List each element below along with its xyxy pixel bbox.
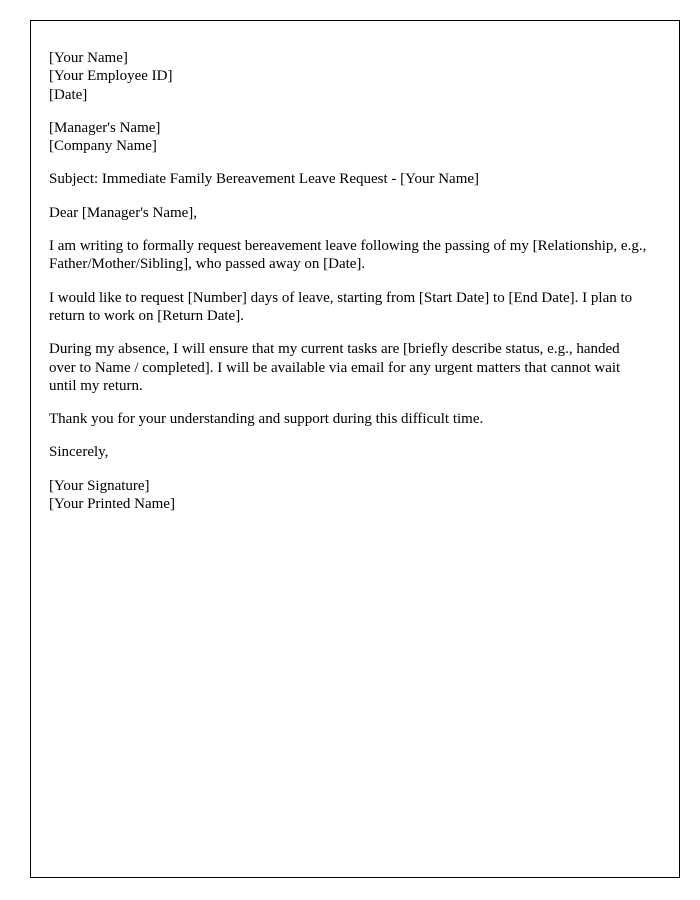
letter-sheet bbox=[30, 20, 680, 878]
signature-placeholder: [Your Signature] bbox=[49, 477, 150, 494]
paragraph-request: I am writing to formally request bereavement leave following the passing of my [Relationship, e.g., Father/Mother/Sibling], who passed away on [Date]. bbox=[49, 238, 647, 273]
paragraph-handover: During my absence, I will ensure that my current tasks are [briefly describe status, e.g., handed over to Name / completed]. I will be available via email for any urgent matters that cannot wait until my return. bbox=[49, 341, 621, 394]
recipient-block bbox=[49, 119, 649, 156]
sender-block bbox=[49, 49, 649, 104]
letter-body bbox=[49, 49, 649, 513]
subject-line: Subject: Immediate Family Bereavement Leave Request - [Your Name] bbox=[49, 171, 480, 188]
paragraph-dates: I would like to request [Number] days of leave, starting from [Start Date] to [End Date]. I plan to return to work on [Return Date]. bbox=[49, 289, 633, 324]
letter-date: [Date] bbox=[49, 86, 88, 103]
recipient-manager-name: [Manager's Name] bbox=[49, 119, 161, 136]
sender-name: [Your Name] bbox=[49, 50, 128, 66]
closing: Sincerely, bbox=[49, 444, 109, 461]
printed-name-placeholder: [Your Printed Name] bbox=[49, 496, 175, 513]
paragraph-thanks: Thank you for your understanding and support during this difficult time. bbox=[49, 411, 484, 428]
sender-employee-id: [Your Employee ID] bbox=[49, 68, 173, 85]
salutation: Dear [Manager's Name], bbox=[49, 204, 198, 221]
recipient-company-name: [Company Name] bbox=[49, 138, 157, 155]
signature-block bbox=[49, 477, 649, 514]
